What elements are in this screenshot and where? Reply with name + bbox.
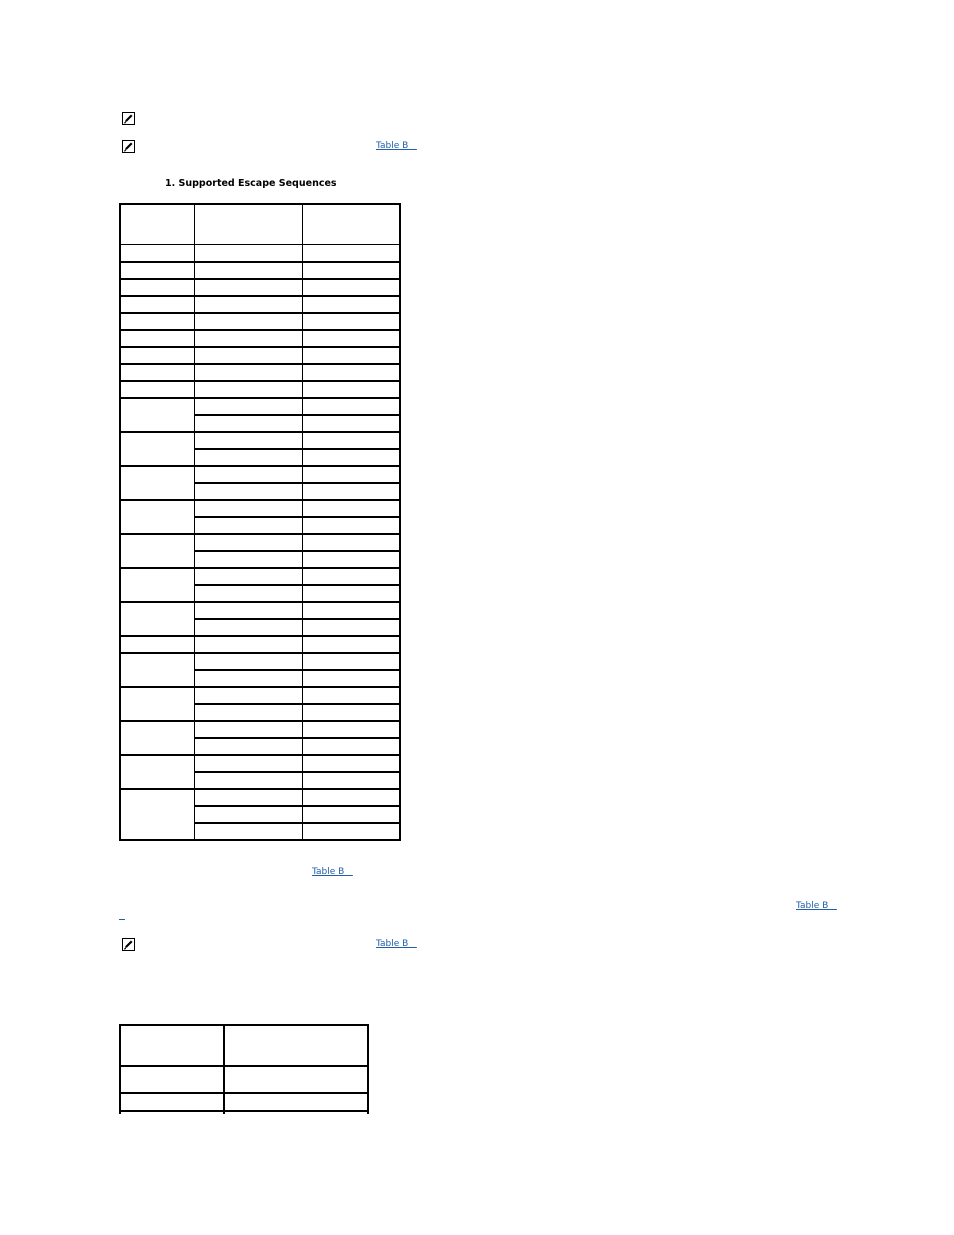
row-divider — [119, 346, 401, 348]
table-b-link[interactable]: Table B — [796, 901, 837, 911]
note-pencil-icon — [122, 938, 135, 951]
row-divider — [119, 397, 401, 399]
table-border — [119, 203, 401, 205]
table-caption: 1. Supported Escape Sequences — [165, 178, 337, 189]
underline-fragment — [119, 919, 125, 920]
row-divider — [119, 635, 401, 637]
row-divider — [194, 618, 401, 620]
row-divider — [194, 584, 401, 586]
row-divider — [119, 686, 401, 688]
row-divider — [119, 652, 401, 654]
row-divider — [119, 1092, 369, 1094]
row-divider — [194, 737, 401, 739]
table-border — [367, 1024, 369, 1114]
row-divider — [194, 414, 401, 416]
column-divider — [302, 203, 303, 841]
row-divider — [119, 261, 401, 263]
row-divider — [119, 499, 401, 501]
header-divider — [119, 1065, 369, 1067]
row-divider — [119, 839, 401, 841]
row-divider — [119, 533, 401, 535]
row-divider — [119, 363, 401, 365]
row-divider — [194, 805, 401, 807]
table-border — [119, 1024, 121, 1114]
row-divider — [119, 380, 401, 382]
row-divider — [119, 312, 401, 314]
note-pencil-icon — [122, 112, 135, 125]
row-divider — [119, 465, 401, 467]
row-divider — [119, 788, 401, 790]
row-divider — [119, 567, 401, 569]
row-divider — [194, 550, 401, 552]
column-divider — [194, 203, 195, 841]
row-divider — [119, 601, 401, 603]
row-divider — [119, 431, 401, 433]
row-divider — [194, 669, 401, 671]
row-divider — [194, 771, 401, 773]
row-divider — [194, 822, 401, 824]
row-divider — [194, 703, 401, 705]
table-b-link[interactable]: Table B — [376, 939, 417, 949]
row-divider — [119, 329, 401, 331]
table-b-link[interactable]: Table B — [376, 141, 417, 151]
note-pencil-icon — [122, 140, 135, 153]
header-divider — [119, 244, 401, 245]
row-divider — [119, 720, 401, 722]
table-b-link[interactable]: Table B — [312, 867, 353, 877]
row-divider — [119, 754, 401, 756]
row-divider — [119, 278, 401, 280]
row-divider — [119, 1110, 369, 1112]
row-divider — [194, 516, 401, 518]
second-table — [119, 1024, 369, 1114]
table-border — [399, 203, 401, 841]
column-divider — [223, 1024, 225, 1114]
row-divider — [194, 448, 401, 450]
row-divider — [194, 482, 401, 484]
table-border — [119, 203, 121, 841]
table-border — [119, 1024, 369, 1026]
escape-sequences-table — [119, 203, 401, 854]
row-divider — [119, 295, 401, 297]
